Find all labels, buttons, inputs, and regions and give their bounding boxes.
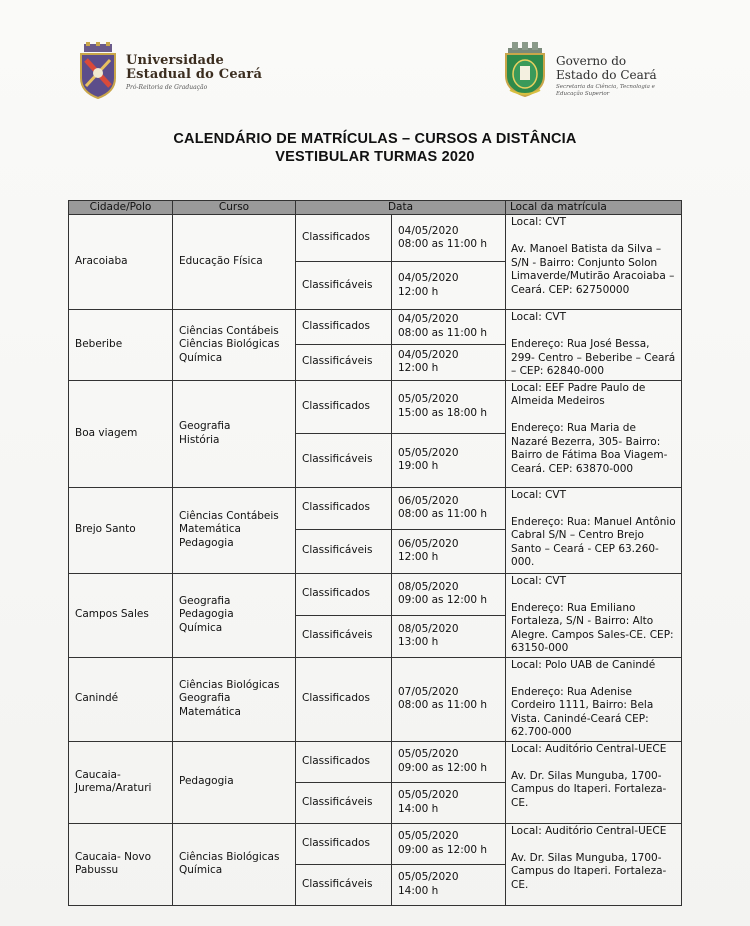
cell-data: 08/05/2020 09:00 as 12:00 h bbox=[392, 573, 506, 615]
cell-curso: Ciências Contábeis Ciências Biológicas Química bbox=[173, 310, 296, 381]
cell-local: Local: Auditório Central-UECE Av. Dr. Silas Munguba, 1700-Campus do Itaperi. Fortaleza-CE. bbox=[506, 823, 682, 905]
governo-ceara-logo bbox=[502, 40, 682, 102]
cell-cidade: Canindé bbox=[69, 657, 173, 741]
cell-tipo: Classificados bbox=[296, 310, 392, 345]
cell-tipo: Classificáveis bbox=[296, 529, 392, 573]
cell-tipo: Classificáveis bbox=[296, 344, 392, 380]
document-title: CALENDÁRIO DE MATRÍCULAS – CURSOS A DISTÂNCIA bbox=[173, 131, 577, 147]
governo-name-line1: Governo do bbox=[556, 54, 627, 68]
cell-data: 05/05/2020 15:00 as 18:00 h bbox=[392, 380, 506, 433]
cell-local: Local: CVT Endereço: Rua Emiliano Fortaleza, S/N - Bairro: Alto Alegre. Campos Sales-CE. CEP: 63150-000 bbox=[506, 573, 682, 657]
table-header-row bbox=[69, 201, 682, 215]
cell-data: 07/05/2020 08:00 as 11:00 h bbox=[392, 657, 506, 741]
cell-data: 04/05/2020 08:00 as 11:00 h bbox=[392, 310, 506, 345]
column-header-data: Data bbox=[296, 201, 506, 215]
cell-data: 05/05/2020 14:00 h bbox=[392, 864, 506, 905]
cell-tipo: Classificados bbox=[296, 573, 392, 615]
cell-tipo: Classificados bbox=[296, 823, 392, 864]
table-row bbox=[69, 823, 682, 864]
governo-subtitle: Secretaria da Ciência, Tecnologia e Educação Superior bbox=[556, 84, 655, 97]
cell-tipo: Classificáveis bbox=[296, 864, 392, 905]
cell-curso: Educação Física bbox=[173, 215, 296, 310]
cell-tipo: Classificados bbox=[296, 657, 392, 741]
cell-tipo: Classificados bbox=[296, 215, 392, 262]
cell-tipo: Classificados bbox=[296, 741, 392, 782]
cell-cidade: Beberibe bbox=[69, 310, 173, 381]
cell-curso: Geografia Pedagogia Química bbox=[173, 573, 296, 657]
uece-logo bbox=[78, 42, 288, 102]
cell-curso: Ciências Contábeis Matemática Pedagogia bbox=[173, 487, 296, 573]
ceara-coat-of-arms-icon bbox=[502, 40, 548, 98]
cell-cidade: Caucaia- Novo Pabussu bbox=[69, 823, 173, 905]
table-body bbox=[69, 215, 682, 906]
cell-cidade: Campos Sales bbox=[69, 573, 173, 657]
cell-data: 05/05/2020 14:00 h bbox=[392, 782, 506, 823]
cell-cidade: Caucaia- Jurema/Araturi bbox=[69, 741, 173, 823]
cell-curso: Ciências Biológicas Química bbox=[173, 823, 296, 905]
cell-data: 06/05/2020 12:00 h bbox=[392, 529, 506, 573]
cell-data: 04/05/2020 12:00 h bbox=[392, 262, 506, 310]
column-header-cidade: Cidade/Polo bbox=[69, 201, 173, 215]
cell-data: 06/05/2020 08:00 as 11:00 h bbox=[392, 487, 506, 529]
uece-name-line2: Estadual do Ceará bbox=[126, 67, 263, 82]
cell-local: Local: CVT Endereço: Rua: Manuel Antônio Cabral S/N – Centro Brejo Santo – Ceará - CEP 63.260-000. bbox=[506, 487, 682, 573]
table-row bbox=[69, 215, 682, 262]
cell-data: 05/05/2020 19:00 h bbox=[392, 433, 506, 487]
cell-cidade: Aracoiaba bbox=[69, 215, 173, 310]
table-row bbox=[69, 573, 682, 615]
cell-curso: Geografia História bbox=[173, 380, 296, 487]
cell-curso: Ciências Biológicas Geografia Matemática bbox=[173, 657, 296, 741]
cell-local: Local: CVT Av. Manoel Batista da Silva – S/N - Bairro: Conjunto Solon Limaverde/Mutirão Aracoiaba – Ceará. CEP: 62750000 bbox=[506, 215, 682, 310]
table-row bbox=[69, 487, 682, 529]
column-header-local: Local da matrícula bbox=[506, 201, 682, 215]
cell-data: 08/05/2020 13:00 h bbox=[392, 615, 506, 657]
cell-tipo: Classificados bbox=[296, 487, 392, 529]
enrollment-calendar-table bbox=[68, 200, 682, 906]
cell-cidade: Boa viagem bbox=[69, 380, 173, 487]
cell-tipo: Classificados bbox=[296, 380, 392, 433]
cell-curso: Pedagogia bbox=[173, 741, 296, 823]
table-row bbox=[69, 380, 682, 433]
cell-local: Local: CVT Endereço: Rua José Bessa, 299- Centro – Beberibe – Ceará – CEP: 62840-000 bbox=[506, 310, 682, 381]
cell-data: 04/05/2020 12:00 h bbox=[392, 344, 506, 380]
cell-tipo: Classificáveis bbox=[296, 262, 392, 310]
cell-tipo: Classificáveis bbox=[296, 433, 392, 487]
table-row bbox=[69, 310, 682, 345]
cell-tipo: Classificáveis bbox=[296, 782, 392, 823]
cell-tipo: Classificáveis bbox=[296, 615, 392, 657]
cell-data: 04/05/2020 08:00 as 11:00 h bbox=[392, 215, 506, 262]
uece-subtitle: Pró-Reitoria de Graduação bbox=[126, 84, 208, 91]
column-header-curso: Curso bbox=[173, 201, 296, 215]
cell-local: Local: EEF Padre Paulo de Almeida Medeiros Endereço: Rua Maria de Nazaré Bezerra, 305- Bairro: Bairro de Fátima Boa Viagem-Ceará. CEP: 63870-000 bbox=[506, 380, 682, 487]
uece-name-line1: Universidade bbox=[126, 53, 224, 68]
cell-data: 05/05/2020 09:00 as 12:00 h bbox=[392, 823, 506, 864]
table-row bbox=[69, 741, 682, 782]
uece-crest-icon bbox=[78, 42, 118, 100]
cell-local: Local: Polo UAB de Canindé Endereço: Rua Adenise Cordeiro 1111, Bairro: Bela Vista. Canindé-Ceará CEP: 62.700-000 bbox=[506, 657, 682, 741]
cell-data: 05/05/2020 09:00 as 12:00 h bbox=[392, 741, 506, 782]
governo-name-line2: Estado do Ceará bbox=[556, 68, 657, 82]
cell-cidade: Brejo Santo bbox=[69, 487, 173, 573]
table-row bbox=[69, 657, 682, 741]
cell-local: Local: Auditório Central-UECE Av. Dr. Silas Munguba, 1700-Campus do Itaperi. Fortaleza-CE. bbox=[506, 741, 682, 823]
document-subtitle: VESTIBULAR TURMAS 2020 bbox=[275, 149, 475, 165]
